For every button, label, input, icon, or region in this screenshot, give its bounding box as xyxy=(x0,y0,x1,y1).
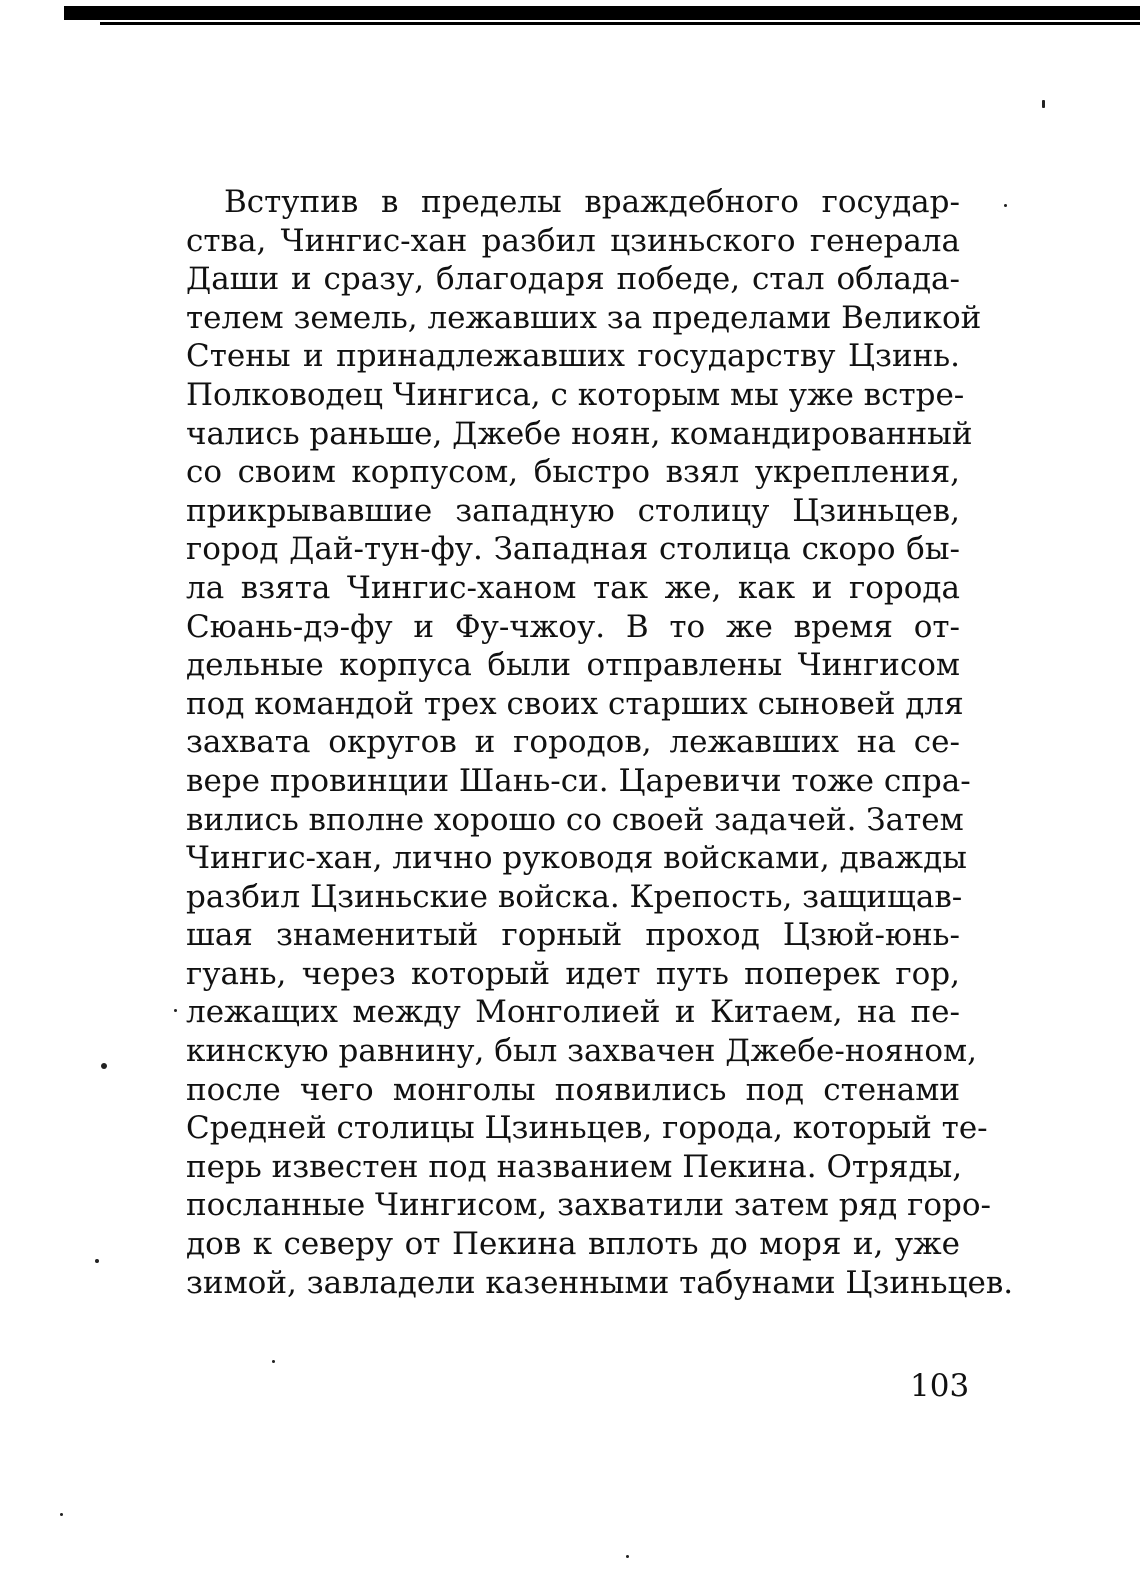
top-rule xyxy=(64,6,1140,20)
text-line: телем земель, лежавших за пределами Великой xyxy=(186,299,982,336)
text-line: Сюань-дэ-фу и Фу-чжоу. В то же время от- xyxy=(186,608,960,645)
text-line: вились вполне хорошо со своей задачей. Затем xyxy=(186,801,964,838)
text-line: вере провинции Шань-си. Царевичи тоже спра- xyxy=(186,762,971,799)
body-paragraph xyxy=(186,183,1014,1302)
scan-speck xyxy=(1004,204,1007,207)
text-line: Средней столицы Цзиньцев, города, который те- xyxy=(186,1110,988,1147)
text-line: зимой, завладели казенными табунами Цзиньцев. xyxy=(186,1264,1014,1301)
text-line: гуань, через который идет путь поперек гор, xyxy=(186,955,960,992)
scan-speck xyxy=(101,1063,107,1069)
text-line: под командой трех своих старших сыновей для xyxy=(186,685,964,722)
text-line: дов к северу от Пекина вплоть до моря и, уже xyxy=(186,1226,960,1263)
scan-speck xyxy=(1042,100,1045,108)
text-line: захвата округов и городов, лежавших на се- xyxy=(186,724,960,761)
text-line: ства, Чингис-хан разбил цзиньского генерала xyxy=(186,222,960,259)
scan-speck xyxy=(272,1360,275,1363)
text-line: разбил Цзиньские войска. Крепость, защищав- xyxy=(186,878,963,915)
text-line: дельные корпуса были отправлены Чингисом xyxy=(186,647,960,684)
text-line: Даши и сразу, благодаря победе, стал облада- xyxy=(186,261,960,298)
text-line: город Дай-тун-фу. Западная столица скоро бы- xyxy=(186,531,960,568)
text-line: после чего монголы появились под стенами xyxy=(186,1071,960,1108)
text-line: Чингис-хан, лично руководя войсками, дважды xyxy=(186,840,967,877)
text-line: ла взята Чингис-ханом так же, как и города xyxy=(186,569,960,606)
text-line: Полководец Чингиса, с которым мы уже встре- xyxy=(186,376,965,413)
text-line: Стены и принадлежавших государству Цзинь. xyxy=(186,338,960,375)
text-line: чались раньше, Джебе ноян, командированный xyxy=(186,415,973,452)
text-line: перь известен под названием Пекина. Отряды, xyxy=(186,1148,963,1185)
text-line: шая знаменитый горный проход Цзюй-юнь- xyxy=(186,917,960,954)
scan-speck xyxy=(60,1513,63,1516)
scan-speck xyxy=(174,1009,177,1012)
text-line: посланные Чингисом, захватили затем ряд горо- xyxy=(186,1187,992,1224)
page-number: 103 xyxy=(910,1368,970,1404)
scan-speck xyxy=(626,1555,629,1558)
text-line: прикрывавшие западную столицу Цзиньцев, xyxy=(186,492,960,529)
text-line: кинскую равнину, был захвачен Джебе-нояном, xyxy=(186,1033,977,1070)
text-line: со своим корпусом, быстро взял укрепления, xyxy=(186,454,960,491)
scan-speck xyxy=(95,1259,99,1263)
text-line: Вступив в пределы враждебного государ- xyxy=(224,184,960,220)
text-line: лежащих между Монголией и Китаем, на пе- xyxy=(186,994,960,1031)
top-rule-thin xyxy=(100,22,1140,25)
